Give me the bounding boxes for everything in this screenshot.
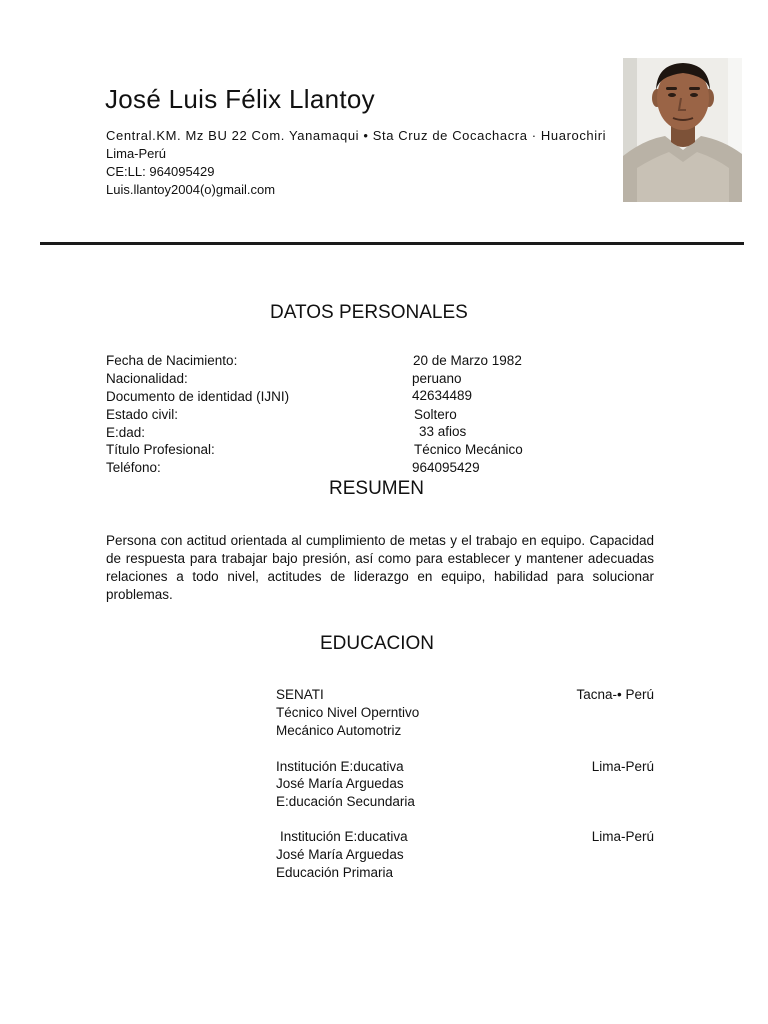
label-civil-status: Estado civil: [106,407,179,422]
edu-2-level: E:ducación Secundaria [276,794,415,809]
value-phone: 964095429 [412,460,480,475]
label-profession: Título Profesional: [106,442,215,457]
label-phone: Teléfono: [106,460,161,475]
edu-1-location: Tacna-• Perú [576,687,654,702]
edu-2-school-name: José María Arguedas [276,776,404,791]
edu-1-institution: SENATI [276,687,324,702]
candidate-name: José Luis Félix Llantoy [105,84,375,114]
label-age: E:dad: [106,425,146,440]
summary-paragraph: Persona con actitud orientada al cumplimiento de metas y el trabajo en equipo. Capacidad de respuesta para trabajar bajo presión, así como para establecer y mantener adecuadas relaciones a todo nivel, actitudes de liderazgo en equipo, habilidad para solucionar problemas. [106,533,654,602]
edu-1-specialty: Mecánico Automotriz [276,723,402,738]
edu-2-institution: Institución E:ducativa [276,759,404,774]
address-line: Central.KM. Mz BU 22 Com. Yanamaqui • Sta Cruz de Cocachacra · Huarochiri [106,128,607,143]
email-line: Luis.llantoy2004(o)gmail.com [106,182,276,197]
edu-1-program: Técnico Nivel Operntivo [276,705,420,720]
value-age: 33 afios [419,424,467,439]
phone-line: CE:LL: 964095429 [106,164,215,179]
edu-2-location: Lima-Perú [591,759,654,774]
value-birthdate: 20 de Marzo 1982 [413,353,522,368]
label-nationality: Nacionalidad: [106,371,188,386]
section-title-summary: RESUMEN [329,478,425,499]
value-civil-status: Soltero [414,407,457,422]
section-title-education: EDUCACION [320,633,435,654]
edu-3-school-name: José María Arguedas [276,847,404,862]
header-divider [40,242,744,245]
section-title-personal: DATOS PERSONALES [270,302,468,323]
edu-3-institution: Institución E:ducativa [280,829,408,844]
value-nationality: peruano [412,371,462,386]
value-profession: Técnico Mecánico [414,442,523,457]
edu-3-level: Educación Primaria [276,865,394,880]
portrait-image [623,58,742,202]
profile-photo [623,58,742,202]
city-line: Lima-Perú [106,146,166,161]
edu-3-location: Lima-Perú [591,829,654,844]
label-id-document: Documento de identidad (IJNI) [106,389,290,404]
value-id-document: 42634489 [412,388,473,403]
label-birthdate: Fecha de Nacimiento: [106,353,238,368]
